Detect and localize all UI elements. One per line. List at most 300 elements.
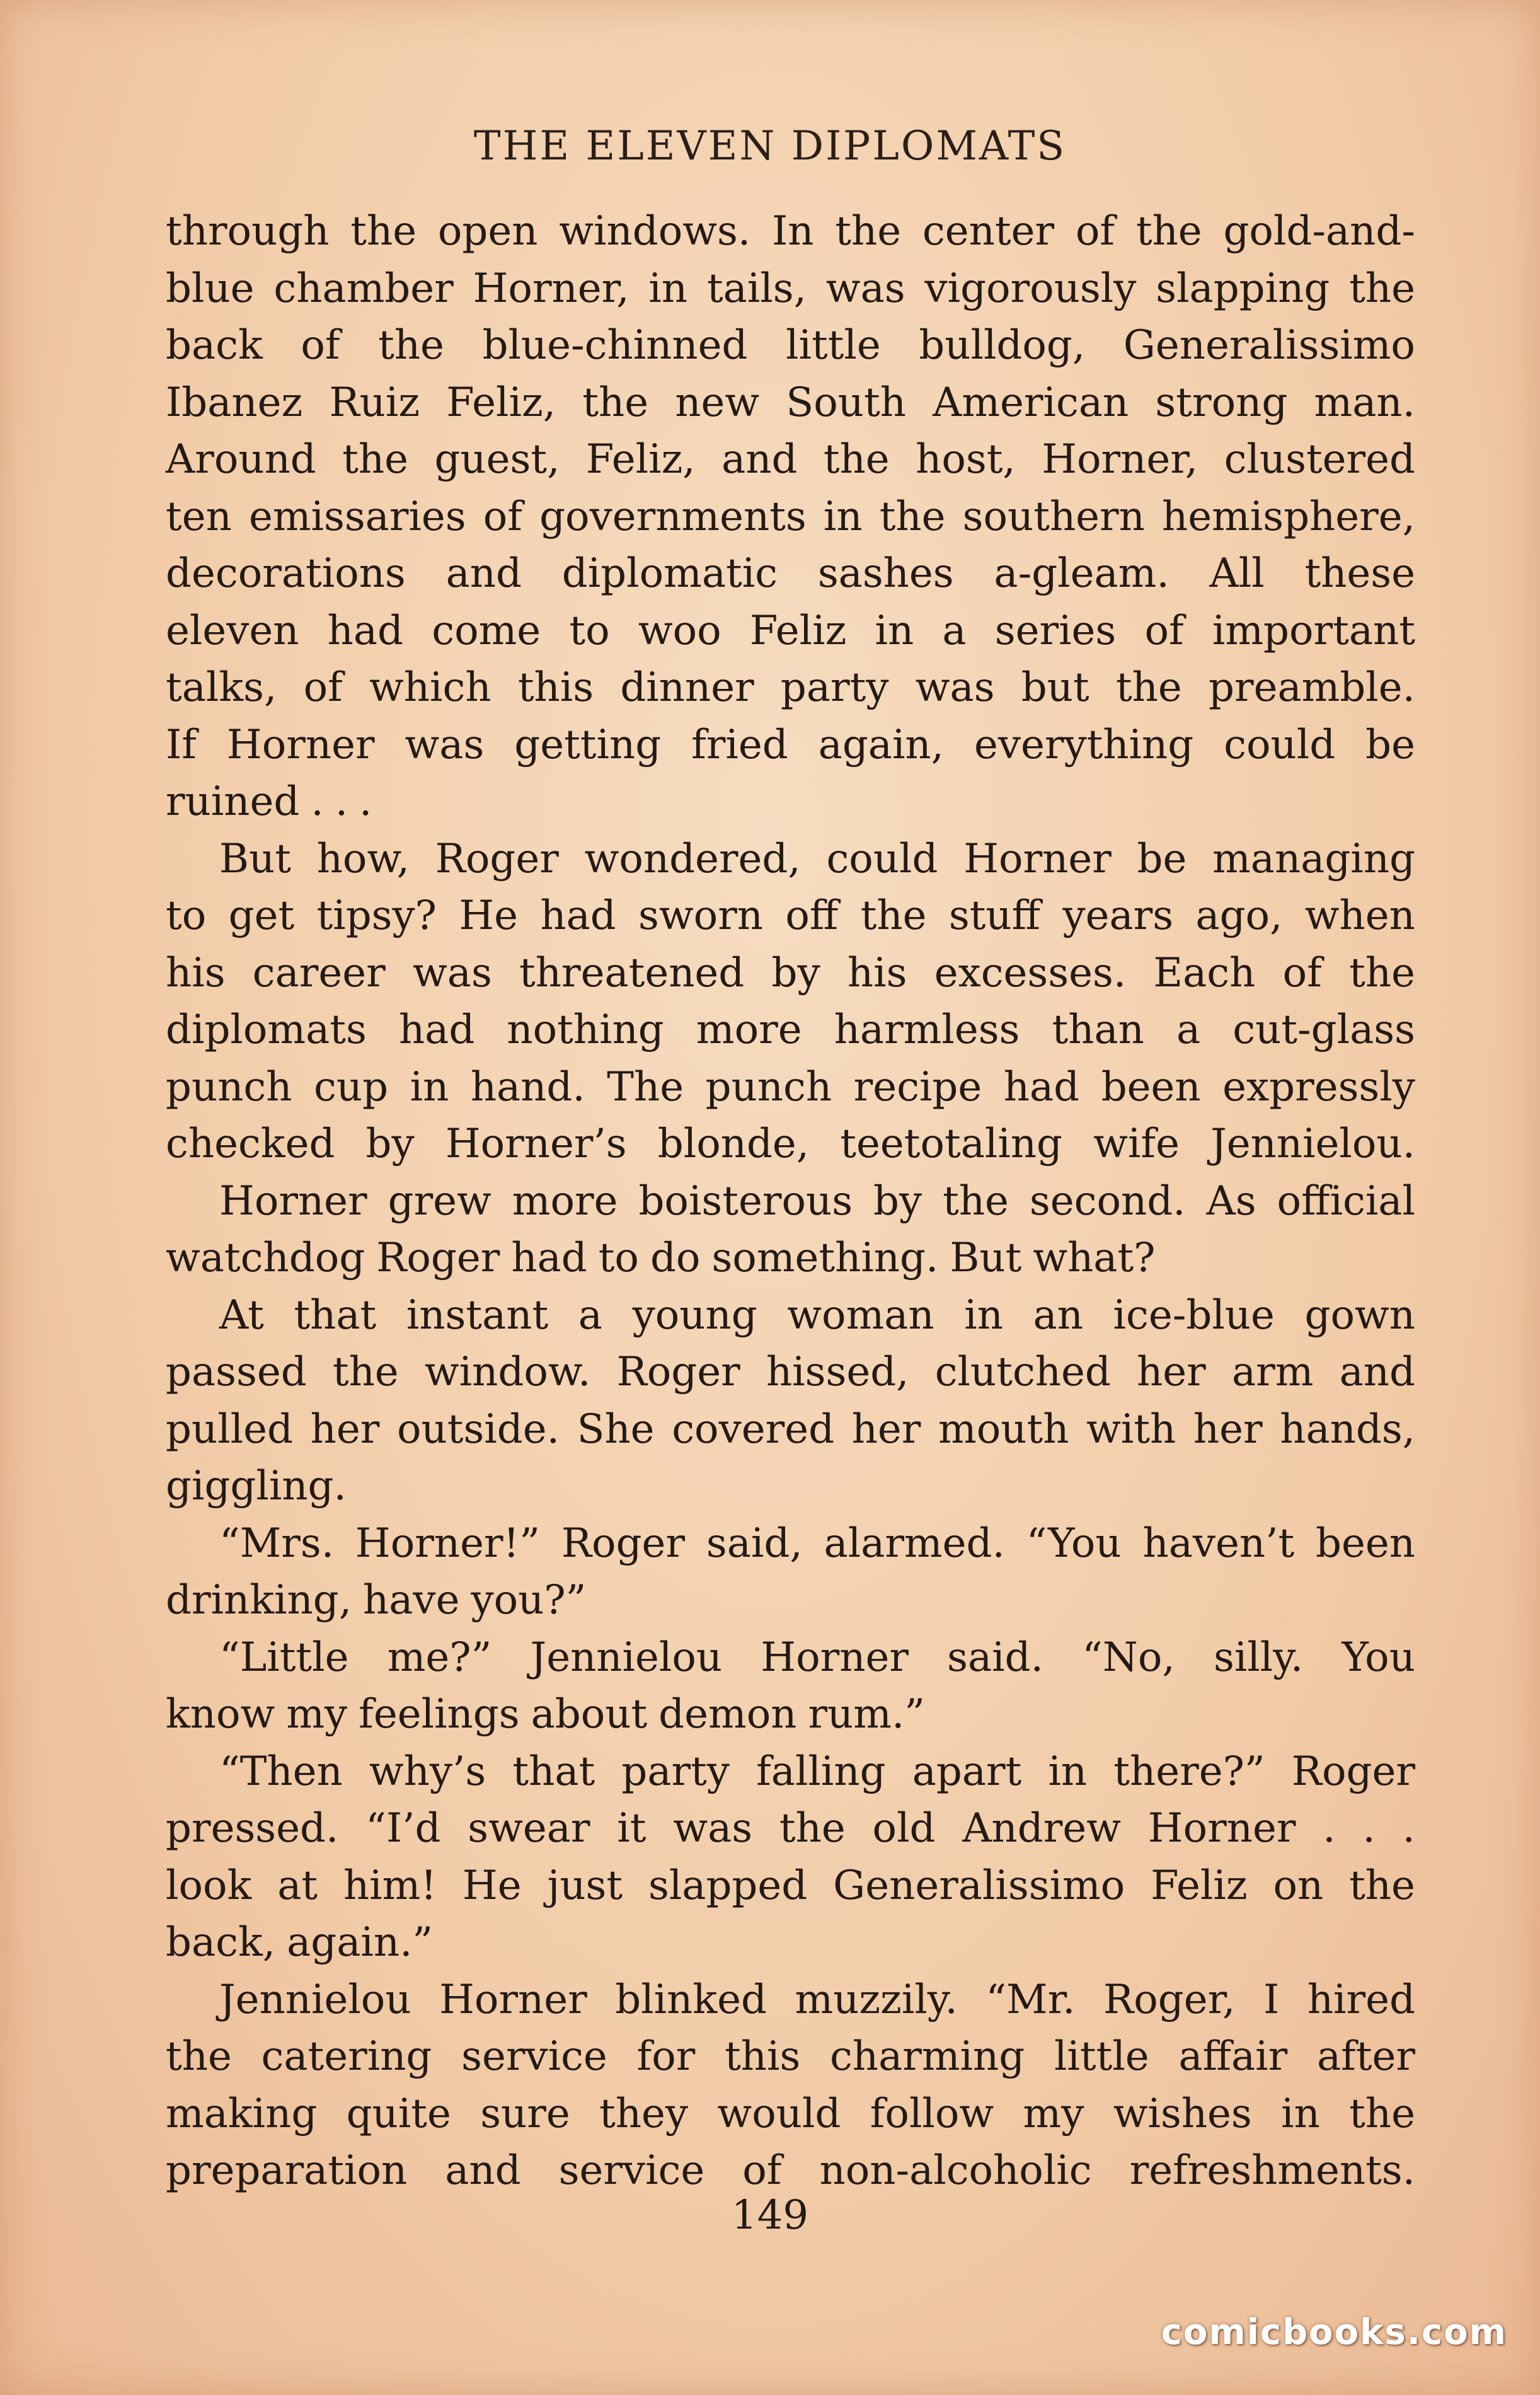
word: been [1316,1520,1415,1567]
word: covered [672,1405,835,1453]
word: He [459,892,518,939]
text-line [166,545,1415,603]
text-line [166,2086,1415,2143]
word: than [1052,1007,1144,1053]
word: pulled [166,1405,293,1453]
word: “I’d [365,1805,441,1852]
word: my [286,1691,348,1738]
word: at [277,1862,318,1909]
word: “Little [219,1634,349,1681]
word: rum.” [808,1691,925,1738]
word: outside. [396,1405,560,1453]
word: be [1137,835,1187,882]
word: the [1349,949,1415,996]
word: . [359,778,372,825]
text-line [166,431,1415,488]
word: wife [1093,1121,1180,1167]
word: something. [711,1235,939,1281]
word: grew [388,1177,491,1225]
word: in [1048,1748,1088,1795]
word: Roger [561,1520,685,1567]
word: why’s [369,1748,486,1795]
word: diplomats [166,1007,367,1053]
text-line [166,203,1415,260]
word: the [342,436,408,483]
text-line [166,1116,1415,1173]
word: She [577,1405,655,1453]
word: recipe [853,1063,982,1111]
word: Feliz [749,607,847,654]
text-line [166,1686,1415,1743]
word: teetotaling [840,1121,1062,1167]
word: do [650,1235,701,1281]
word: If [166,721,197,768]
word: giggling. [166,1463,347,1509]
word: host, [916,436,1016,483]
word: windows. [559,208,751,255]
word: there?” [1113,1748,1265,1795]
word: the [879,493,946,540]
word: these [1304,550,1415,597]
word: come [432,607,541,654]
word: when [1304,892,1415,939]
text-line [166,1572,1415,1629]
word: back [166,322,263,369]
word: Andrew [962,1805,1121,1852]
word: governments [539,493,807,540]
text-line [166,717,1415,774]
word: punch [166,1063,292,1111]
text-line [166,1800,1415,1857]
word: haven’t [1142,1520,1295,1567]
word: the [779,1805,846,1852]
word: Roger [376,1235,500,1281]
word: checked [166,1121,335,1167]
word: young [632,1291,757,1339]
word: had [540,892,616,939]
word: South [786,379,906,426]
word: second. [1029,1177,1186,1225]
word: guest, [434,436,560,483]
text-line [166,260,1415,318]
word: “Then [219,1748,343,1795]
word: the [166,2033,232,2080]
text-line [166,1401,1415,1458]
word: Horner [226,721,375,768]
text-line [166,374,1415,432]
word: demon [658,1691,797,1738]
word: look [166,1862,252,1909]
word: blonde, [657,1121,810,1167]
word: back, [166,1919,276,1966]
word: to [598,1235,639,1281]
word: ago, [1195,892,1283,939]
word: how, [316,835,410,882]
word: could [1224,721,1336,768]
word: hands, [1280,1405,1415,1453]
word: again, [818,721,944,768]
text-line [166,659,1415,717]
word: was [673,1805,753,1852]
text-line [166,317,1415,374]
word: about [531,1691,648,1738]
word: man. [1314,379,1415,426]
word: his [847,949,907,996]
word: the [1349,265,1415,312]
word: eleven [166,607,299,654]
word: an [1033,1291,1083,1339]
word: Horner [439,1976,587,2023]
word: this [725,2033,801,2080]
word: . [1402,1805,1415,1852]
word: that [512,1748,595,1795]
text-line [166,945,1415,1002]
word: The [607,1063,684,1111]
word: said. [947,1634,1043,1681]
word: his [166,949,226,996]
word: excesses. [934,949,1127,996]
word: dinner [620,664,754,711]
word: getting [514,721,662,768]
word: wishes [1113,2090,1252,2137]
word: Roger [616,1349,740,1395]
text-line [166,1287,1415,1344]
text-line [166,773,1415,831]
word: ten [166,493,232,540]
word: a-gleam. [994,550,1169,597]
word: and [445,550,522,597]
word: Each [1153,949,1256,996]
word: Ibanez [166,379,303,426]
word: . [335,778,348,825]
word: passed [166,1349,307,1395]
word: blue [166,265,255,312]
word: preparation [166,2147,408,2194]
word: of [483,493,522,540]
word: in [410,1063,449,1111]
word: pressed. [166,1805,339,1852]
word: ruined [166,778,300,825]
word: falling [756,1748,886,1795]
word: but [1021,664,1089,711]
word: this [517,664,594,711]
word: more [696,1007,802,1053]
word: Jennielou. [1210,1121,1415,1167]
word: chamber [273,265,454,312]
word: the [378,322,444,369]
word: by [365,1121,415,1167]
word: the [350,208,417,255]
word: clutched [934,1349,1111,1395]
word: woo [638,607,721,654]
word: Roger, [1103,1976,1236,2023]
word: drinking, [166,1577,352,1624]
word: the [1135,208,1202,255]
body-text [166,203,1415,2200]
word: non-alcoholic [819,2147,1092,2194]
word: her [1193,1405,1263,1453]
word: Roger [435,835,559,882]
word: official [1277,1177,1415,1225]
word: they [599,2090,689,2137]
word: blue-chinned [482,322,748,369]
word: just [547,1862,623,1909]
word: “Mrs. [219,1520,335,1567]
word: emissaries [248,493,466,540]
word: party [621,1748,730,1795]
text-line [166,887,1415,945]
word: a [578,1291,602,1339]
word: what? [1033,1235,1156,1281]
word: little [1054,2033,1149,2080]
word: him! [343,1862,437,1909]
word: woman [787,1291,934,1339]
word: everything [974,721,1194,768]
word: old [872,1805,936,1852]
word: in [1281,2090,1320,2137]
word: her [851,1405,921,1453]
word: preamble. [1209,664,1415,711]
word: career [252,949,386,996]
word: would [717,2090,841,2137]
word: vigorously [924,265,1137,312]
text-line [166,1743,1415,1801]
watermark: comicbooks.com [1161,2312,1507,2353]
text-line [166,1515,1415,1573]
word: affair [1178,2033,1288,2080]
word: southern [962,493,1145,540]
word: Feliz, [585,436,696,483]
word: of [303,664,343,711]
word: slapped [648,1862,808,1909]
word: Around [166,436,316,483]
word: At [219,1291,264,1339]
word: Horner!” [355,1520,540,1567]
word: service [558,2147,705,2194]
word: Feliz [1151,1862,1248,1909]
word: Horner [963,835,1112,882]
word: be [1365,721,1415,768]
word: Horner, [473,265,629,312]
word: off [785,892,839,939]
word: harmless [834,1007,1020,1053]
word: a [942,607,967,654]
word: Ruiz [329,379,420,426]
word: In [772,208,814,255]
word: had [327,607,404,654]
word: was [915,664,995,711]
word: window. [424,1349,591,1395]
word: talks, [166,664,277,711]
word: cut-glass [1233,1007,1415,1053]
word: of [1144,607,1184,654]
word: by [771,949,820,996]
word: of [1282,949,1322,996]
word: service [461,2033,607,2080]
word: Jennielou [530,1634,723,1681]
word: As [1206,1177,1256,1225]
word: important [1212,607,1415,654]
word: and [721,436,798,483]
word: bulldog, [919,322,1086,369]
word: wondered, [584,835,801,882]
word: was [413,949,492,996]
word: mouth [938,1405,1069,1453]
text-line [166,831,1415,888]
word: the [943,1177,1009,1225]
word: Jennielou [219,1976,411,2023]
word: series [994,607,1117,654]
word: Horner [219,1177,367,1225]
word: to [166,892,207,939]
text-line [166,1001,1415,1059]
text-line [166,488,1415,546]
word: But [950,1235,1022,1281]
word: the [1349,2090,1415,2137]
word: that [294,1291,377,1339]
word: swear [468,1805,590,1852]
word: had [398,1007,475,1053]
word: hissed, [766,1349,909,1395]
word: clustered [1224,436,1415,483]
word: Horner [761,1634,909,1681]
word: gown [1304,1291,1415,1339]
word: her [1137,1349,1206,1395]
word: All [1209,550,1265,597]
page-number: 149 [731,2192,809,2239]
word: ice-blue [1113,1291,1275,1339]
word: center [922,208,1055,255]
word: I [1263,1976,1280,2023]
word: hemisphere, [1161,493,1415,540]
word: was [405,721,485,768]
word: the [1349,1862,1415,1909]
word: of [301,322,340,369]
word: again.” [287,1919,434,1966]
word: “Mr. [985,1976,1076,2023]
word: in [875,607,914,654]
word: my [1023,2090,1084,2137]
word: Feliz, [446,379,556,426]
word: me?” [387,1634,492,1681]
text-line [166,1344,1415,1401]
word: a [1176,1007,1201,1053]
word: hired [1307,1976,1415,2023]
word: had [511,1235,587,1281]
word: get [228,892,295,939]
word: Generalissimo [1123,322,1415,369]
word: refreshments. [1129,2147,1415,2194]
word: Horner, [1042,436,1198,483]
word: instant [406,1291,549,1339]
word: you?” [471,1577,587,1624]
word: tails, [706,265,807,312]
word: little [786,322,881,369]
word: alarmed. [824,1520,1005,1567]
word: and [1339,1349,1415,1395]
word: catering [261,2033,432,2080]
word: of [1075,208,1115,255]
word: managing [1212,835,1415,882]
word: silly. [1214,1634,1304,1681]
word: You [1342,1634,1415,1681]
word: boisterous [638,1177,853,1225]
word: sure [480,2090,570,2137]
word: follow [870,2090,994,2137]
word: of [742,2147,782,2194]
word: . [1323,1805,1336,1852]
word: was [825,265,905,312]
word: it [617,1805,646,1852]
word: decorations [166,550,406,597]
word: cup [314,1063,389,1111]
word: with [1086,1405,1176,1453]
word: . [311,778,324,825]
word: hand. [470,1063,585,1111]
word: “You [1026,1520,1122,1567]
word: stuff [948,892,1041,939]
word: open [437,208,538,255]
word: by [873,1177,922,1225]
word: the [860,892,927,939]
word: sashes [817,550,954,597]
word: American [933,379,1129,426]
word: been [1101,1063,1201,1111]
text-line [166,1857,1415,1915]
word: Generalissimo [833,1862,1125,1909]
word: have [363,1577,460,1624]
word: nothing [507,1007,664,1053]
word: charming [830,2033,1025,2080]
word: to [569,607,610,654]
word: tipsy? [316,892,437,939]
word: new [675,379,760,426]
word: apart [912,1748,1022,1795]
word: expressly [1222,1063,1415,1111]
word: Horner’s [445,1121,627,1167]
word: sworn [638,892,763,939]
word: after [1316,2033,1415,2080]
word: the [1115,664,1182,711]
word: threatened [519,949,745,996]
word: making [166,2090,318,2137]
text-line [166,1059,1415,1116]
word: slapping [1156,265,1330,312]
word: arm [1231,1349,1314,1395]
text-line [166,1458,1415,1515]
word: diplomatic [561,550,778,597]
word: her [310,1405,380,1453]
text-line [166,1629,1415,1687]
word: But [219,835,291,882]
word: could [826,835,938,882]
word: said, [706,1520,803,1567]
text-line [166,2028,1415,2086]
word: which [369,664,491,711]
word: more [512,1177,618,1225]
word: know [166,1691,275,1738]
word: the [332,1349,399,1395]
word: Roger [1291,1748,1415,1795]
word: for [636,2033,696,2080]
word: quite [346,2090,451,2137]
word: had [1003,1063,1080,1111]
word: years [1062,892,1174,939]
word: punch [705,1063,832,1111]
word: watchdog [166,1235,365,1281]
text-line [166,1230,1415,1287]
text-line [166,2142,1415,2200]
